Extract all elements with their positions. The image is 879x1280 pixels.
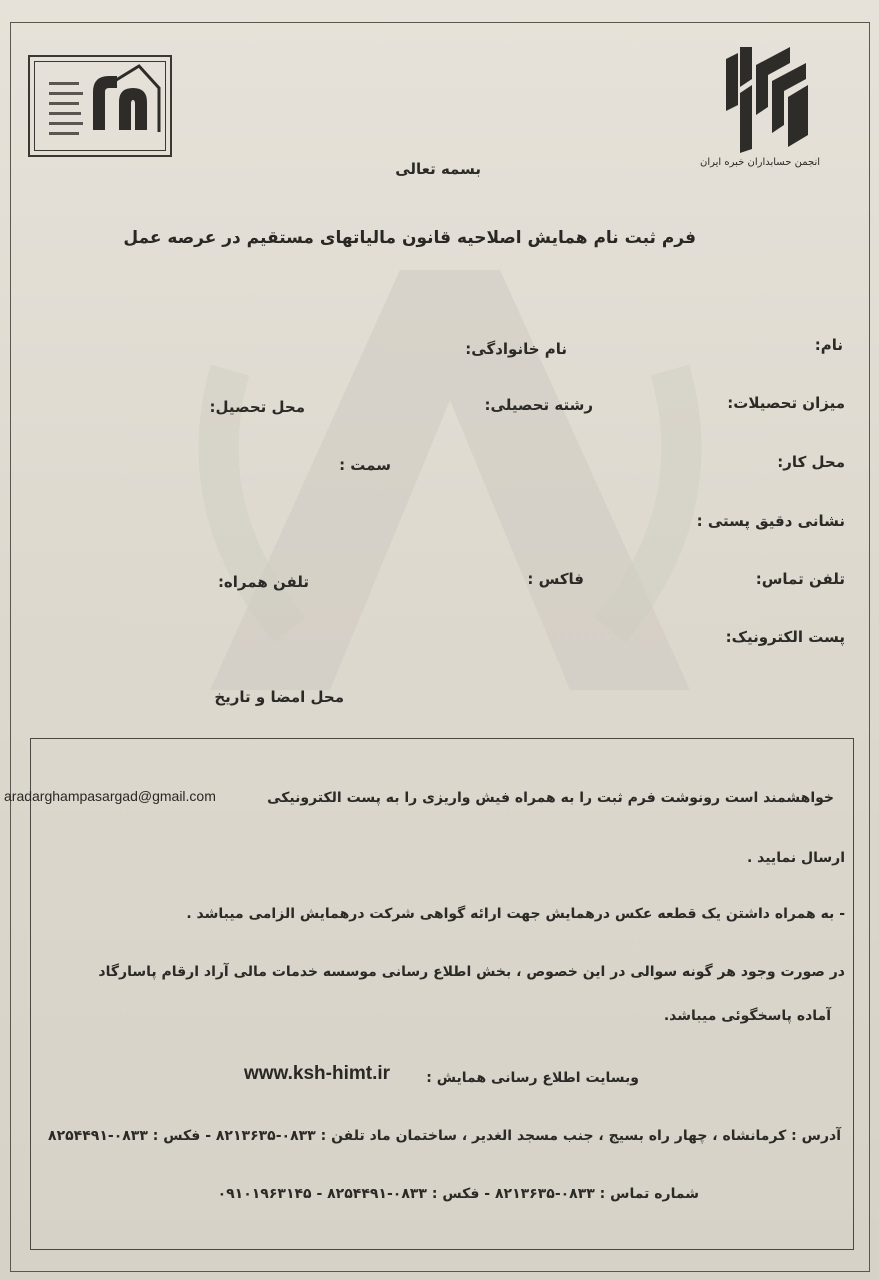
watermark-logo bbox=[170, 250, 730, 710]
email-label: پست الکترونیک: bbox=[725, 628, 845, 646]
phone-label: تلفن تماس: bbox=[755, 570, 845, 588]
notice-line-5: آماده پاسخگوئی میباشد. bbox=[663, 1008, 831, 1024]
place-of-study-label: محل تحصیل: bbox=[209, 398, 305, 416]
notice-line-2: ارسال نمایید . bbox=[746, 850, 845, 866]
first-name-label: نام: bbox=[814, 336, 843, 354]
education-level-label: میزان تحصیلات: bbox=[727, 394, 845, 412]
mobile-label: تلفن همراه: bbox=[217, 573, 309, 591]
position-label: سمت : bbox=[339, 456, 391, 474]
website-url: www.ksh-himt.ir bbox=[244, 1063, 391, 1084]
right-logo bbox=[699, 45, 822, 170]
form-title: فرم ثبت نام همایش اصلاحیه قانون مالیاتهای مستقیم در عرصه عمل bbox=[123, 228, 696, 248]
last-name-label: نام خانوادگی: bbox=[465, 340, 567, 358]
field-of-study-label: رشته تحصیلی: bbox=[484, 396, 593, 414]
emblem-icon bbox=[35, 62, 169, 154]
signature-date-label: محل امضا و تاریخ bbox=[214, 688, 344, 706]
right-logo-caption: انجمن حسابداران خبره ایران bbox=[699, 157, 820, 168]
notice-line-1: خواهشمند است رونوشت فرم ثبت را به همراه فیش واریزی را به پست الکترونیکی bbox=[267, 790, 834, 806]
postal-address-label: نشانی دقیق پستی : bbox=[696, 512, 845, 530]
workplace-label: محل کار: bbox=[777, 453, 845, 471]
notice-box bbox=[30, 738, 854, 1250]
website-label: وبسایت اطلاع رسانی همایش : bbox=[426, 1070, 639, 1086]
address-line: آدرس : کرمانشاه ، چهار راه بسیج ، جنب مسجد الغدیر ، ساختمان ماد تلفن : ۰۸۳۳-۸۲۱۳۶۳۵ - فکس : ۰۸۳۳-۸۲۵۴۴۹۱ bbox=[48, 1128, 841, 1144]
notice-email-address: aradarghampasargad@gmail.com bbox=[4, 788, 216, 804]
notice-line-4: در صورت وجود هر گونه سوالی در این خصوص ، بخش اطلاع رسانی موسسه خدمات مالی آراد ارقام پاسارگاد bbox=[98, 964, 845, 980]
association-logo-icon bbox=[712, 45, 822, 153]
left-logo bbox=[28, 55, 172, 157]
contact-numbers: شماره تماس : ۰۸۳۳-۸۲۱۳۶۳۵ - فکس : ۰۸۳۳-۸۲۵۴۴۹۱ - ۰۹۱۰۱۹۶۳۱۴۵ bbox=[217, 1186, 699, 1202]
fax-label: فاکس : bbox=[527, 570, 584, 588]
notice-line-3: - به همراه داشتن یک قطعه عکس درهمایش جهت ارائه گواهی شرکت درهمایش الزامی میباشد . bbox=[186, 906, 845, 922]
basmala: بسمه تعالی bbox=[395, 160, 481, 178]
